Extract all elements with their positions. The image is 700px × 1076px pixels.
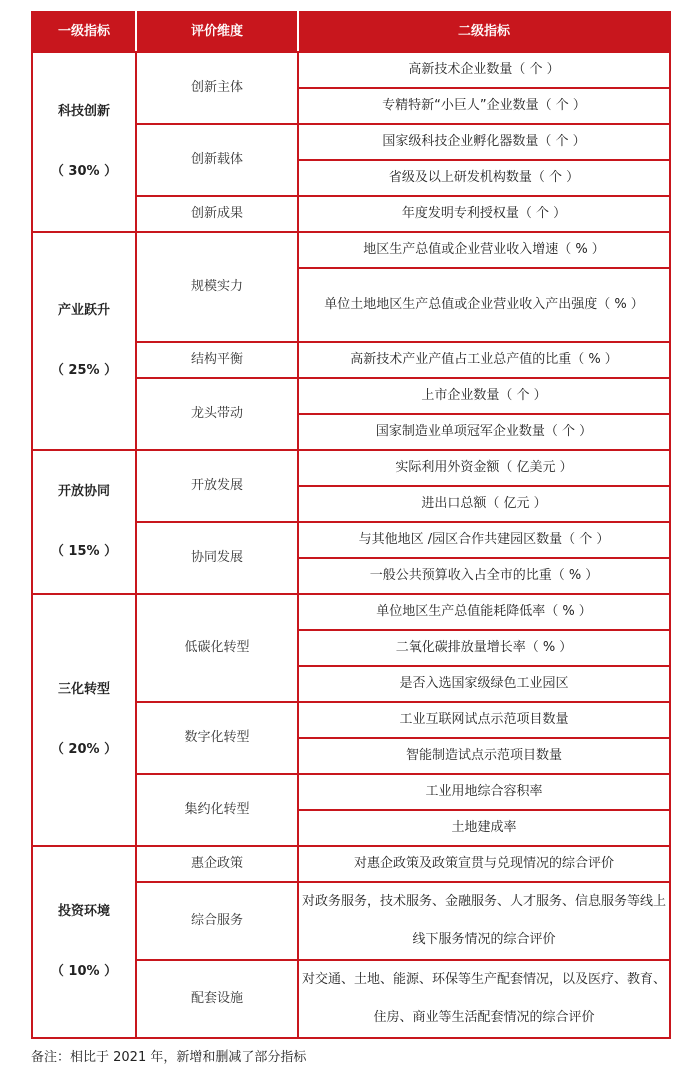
evaluation-dimension: 规模实力 xyxy=(136,232,298,342)
header-level1: 一级指标 xyxy=(32,12,136,52)
evaluation-dimension: 集约化转型 xyxy=(136,774,298,846)
indicator-table xyxy=(31,11,671,1039)
level2-indicator: 上市企业数量（ 个 ） xyxy=(298,378,670,414)
level1-weight: （ 10% ） xyxy=(50,964,118,979)
evaluation-dimension: 龙头带动 xyxy=(136,378,298,450)
level2-indicator: 专精特新“小巨人”企业数量（ 个 ） xyxy=(298,88,670,124)
level1-name: 产业跃升 xyxy=(57,303,110,318)
level1-weight: （ 25% ） xyxy=(50,363,118,378)
evaluation-dimension: 结构平衡 xyxy=(136,342,298,378)
table-row xyxy=(32,52,670,88)
table-body xyxy=(32,52,670,1038)
level2-indicator: 一般公共预算收入占全市的比重（ % ） xyxy=(298,558,670,594)
evaluation-dimension: 配套设施 xyxy=(136,960,298,1038)
level2-indicator: 智能制造试点示范项目数量 xyxy=(298,738,670,774)
level1-indicator xyxy=(32,232,136,450)
table-row xyxy=(32,594,670,630)
header-level2: 二级指标 xyxy=(298,12,670,52)
level1-indicator xyxy=(32,594,136,846)
level2-indicator: 高新技术企业数量（ 个 ） xyxy=(298,52,670,88)
level2-indicator: 地区生产总值或企业营业收入增速（ % ） xyxy=(298,232,670,268)
level2-indicator: 进出口总额（ 亿元 ） xyxy=(298,486,670,522)
level1-name: 投资环境 xyxy=(57,904,110,919)
level2-indicator: 国家级科技企业孵化器数量（ 个 ） xyxy=(298,124,670,160)
level1-indicator xyxy=(32,52,136,232)
evaluation-dimension: 综合服务 xyxy=(136,882,298,960)
level2-indicator: 实际利用外资金额（ 亿美元 ） xyxy=(298,450,670,486)
header-dimension: 评价维度 xyxy=(136,12,298,52)
level1-weight: （ 15% ） xyxy=(50,544,118,559)
level2-indicator: 年度发明专利授权量（ 个 ） xyxy=(298,196,670,232)
level2-indicator: 工业互联网试点示范项目数量 xyxy=(298,702,670,738)
level1-name: 科技创新 xyxy=(57,104,110,119)
table-row xyxy=(32,232,670,268)
evaluation-dimension: 开放发展 xyxy=(136,450,298,522)
level2-indicator: 单位地区生产总值能耗降低率（ % ） xyxy=(298,594,670,630)
level2-indicator: 对政务服务，技术服务、金融服务、人才服务、信息服务等线上线下服务情况的综合评价 xyxy=(298,882,670,960)
level1-indicator xyxy=(32,846,136,1038)
footnote: 备注：相比于 2021 年，新增和删减了部分指标 xyxy=(31,1050,307,1065)
evaluation-dimension: 数字化转型 xyxy=(136,702,298,774)
level2-indicator: 对惠企政策及政策宣贯与兑现情况的综合评价 xyxy=(298,846,670,882)
level2-indicator: 对交通、土地、能源、环保等生产配套情况，以及医疗、教育、住房、商业等生活配套情况的综合评价 xyxy=(298,960,670,1038)
level2-indicator: 单位土地地区生产总值或企业营业收入产出强度（ % ） xyxy=(298,268,670,342)
level1-name: 开放协同 xyxy=(57,484,110,499)
level2-indicator: 二氧化碳排放量增长率（ % ） xyxy=(298,630,670,666)
table-header-row xyxy=(32,12,670,52)
level1-name: 三化转型 xyxy=(57,682,110,697)
evaluation-dimension: 协同发展 xyxy=(136,522,298,594)
level1-indicator xyxy=(32,450,136,594)
evaluation-dimension: 创新成果 xyxy=(136,196,298,232)
level2-indicator: 是否入选国家级绿色工业园区 xyxy=(298,666,670,702)
level2-indicator: 高新技术产业产值占工业总产值的比重（ % ） xyxy=(298,342,670,378)
evaluation-dimension: 创新主体 xyxy=(136,52,298,124)
level2-indicator: 国家制造业单项冠军企业数量（ 个 ） xyxy=(298,414,670,450)
table-row xyxy=(32,450,670,486)
table-row xyxy=(32,846,670,882)
level2-indicator: 工业用地综合容积率 xyxy=(298,774,670,810)
level1-weight: （ 30% ） xyxy=(50,164,118,179)
evaluation-dimension: 惠企政策 xyxy=(136,846,298,882)
evaluation-dimension: 低碳化转型 xyxy=(136,594,298,702)
evaluation-dimension: 创新载体 xyxy=(136,124,298,196)
level1-weight: （ 20% ） xyxy=(50,742,118,757)
level2-indicator: 土地建成率 xyxy=(298,810,670,846)
level2-indicator: 省级及以上研发机构数量（ 个 ） xyxy=(298,160,670,196)
level2-indicator: 与其他地区 /园区合作共建园区数量（ 个 ） xyxy=(298,522,670,558)
